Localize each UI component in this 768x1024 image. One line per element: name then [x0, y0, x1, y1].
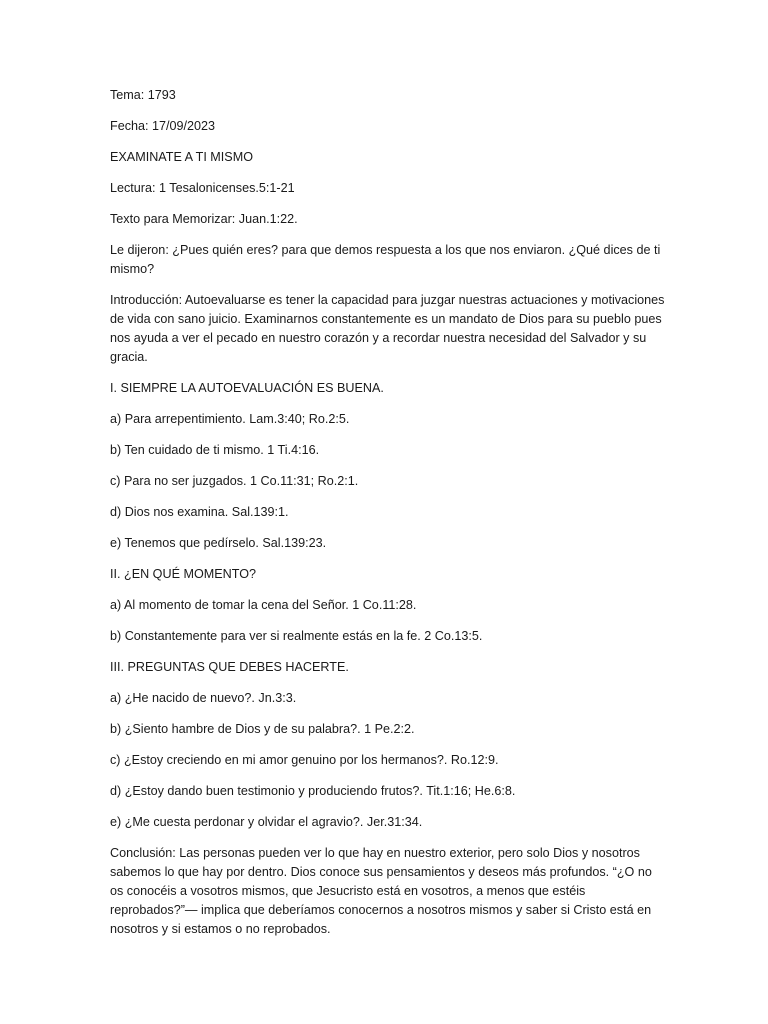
- section-3-item: e) ¿Me cuesta perdonar y olvidar el agravio?. Jer.31:34.: [110, 815, 423, 829]
- section-2-heading: II. ¿EN QUÉ MOMENTO?: [110, 567, 257, 581]
- section-2-item: a) Al momento de tomar la cena del Señor. 1 Co.11:28.: [110, 598, 417, 612]
- section-1-heading: I. SIEMPRE LA AUTOEVALUACIÓN ES BUENA.: [110, 381, 384, 395]
- section-3-item: c) ¿Estoy creciendo en mi amor genuino por los hermanos?. Ro.12:9.: [110, 753, 499, 767]
- section-3-heading: III. PREGUNTAS QUE DEBES HACERTE.: [110, 660, 349, 674]
- section-1-item: d) Dios nos examina. Sal.139:1.: [110, 505, 289, 519]
- fecha-line: Fecha: 17/09/2023: [110, 119, 216, 133]
- verse-paragraph: Le dijeron: ¿Pues quién eres? para que demos respuesta a los que nos enviaron. ¿Qué dices de ti mismo?: [110, 243, 661, 276]
- section-3-item: b) ¿Siento hambre de Dios y de su palabra?. 1 Pe.2:2.: [110, 722, 415, 736]
- introduction-paragraph: Introducción: Autoevaluarse es tener la capacidad para juzgar nuestras actuaciones y motivaciones de vida con sano juicio. Examinarnos constantemente es un mandato de Dios para su pueblo pues nos ayuda a ver el pecado en nuestro corazón y a recordar nuestra necesidad del Salvador y su gracia.: [110, 293, 665, 364]
- conclusion-paragraph: Conclusión: Las personas pueden ver lo que hay en nuestro exterior, pero solo Dios y nosotros sabemos lo que hay por dentro. Dios conoce sus pensamientos y deseos más profundos. “¿O no os conocéis a vosotros mismos, que Jesucristo está en vosotros, a menos que estéis reprobados?”— implica que deberíamos conocernos a nosotros mismos y saber si Cristo está en nosotros y si estamos o no reprobados.: [110, 846, 652, 936]
- section-1-item: a) Para arrepentimiento. Lam.3:40; Ro.2:5.: [110, 412, 350, 426]
- lectura-line: Lectura: 1 Tesalonicenses.5:1-21: [110, 181, 295, 195]
- section-3-item: a) ¿He nacido de nuevo?. Jn.3:3.: [110, 691, 297, 705]
- section-1-item: b) Ten cuidado de ti mismo. 1 Ti.4:16.: [110, 443, 320, 457]
- tema-line: Tema: 1793: [110, 88, 176, 102]
- section-3-item: d) ¿Estoy dando buen testimonio y produciendo frutos?. Tit.1:16; He.6:8.: [110, 784, 516, 798]
- section-1-item: c) Para no ser juzgados. 1 Co.11:31; Ro.2:1.: [110, 474, 359, 488]
- memorize-text-line: Texto para Memorizar: Juan.1:22.: [110, 212, 298, 226]
- section-1-item: e) Tenemos que pedírselo. Sal.139:23.: [110, 536, 327, 550]
- document-title: EXAMINATE A TI MISMO: [110, 150, 253, 164]
- section-2-item: b) Constantemente para ver si realmente estás en la fe. 2 Co.13:5.: [110, 629, 483, 643]
